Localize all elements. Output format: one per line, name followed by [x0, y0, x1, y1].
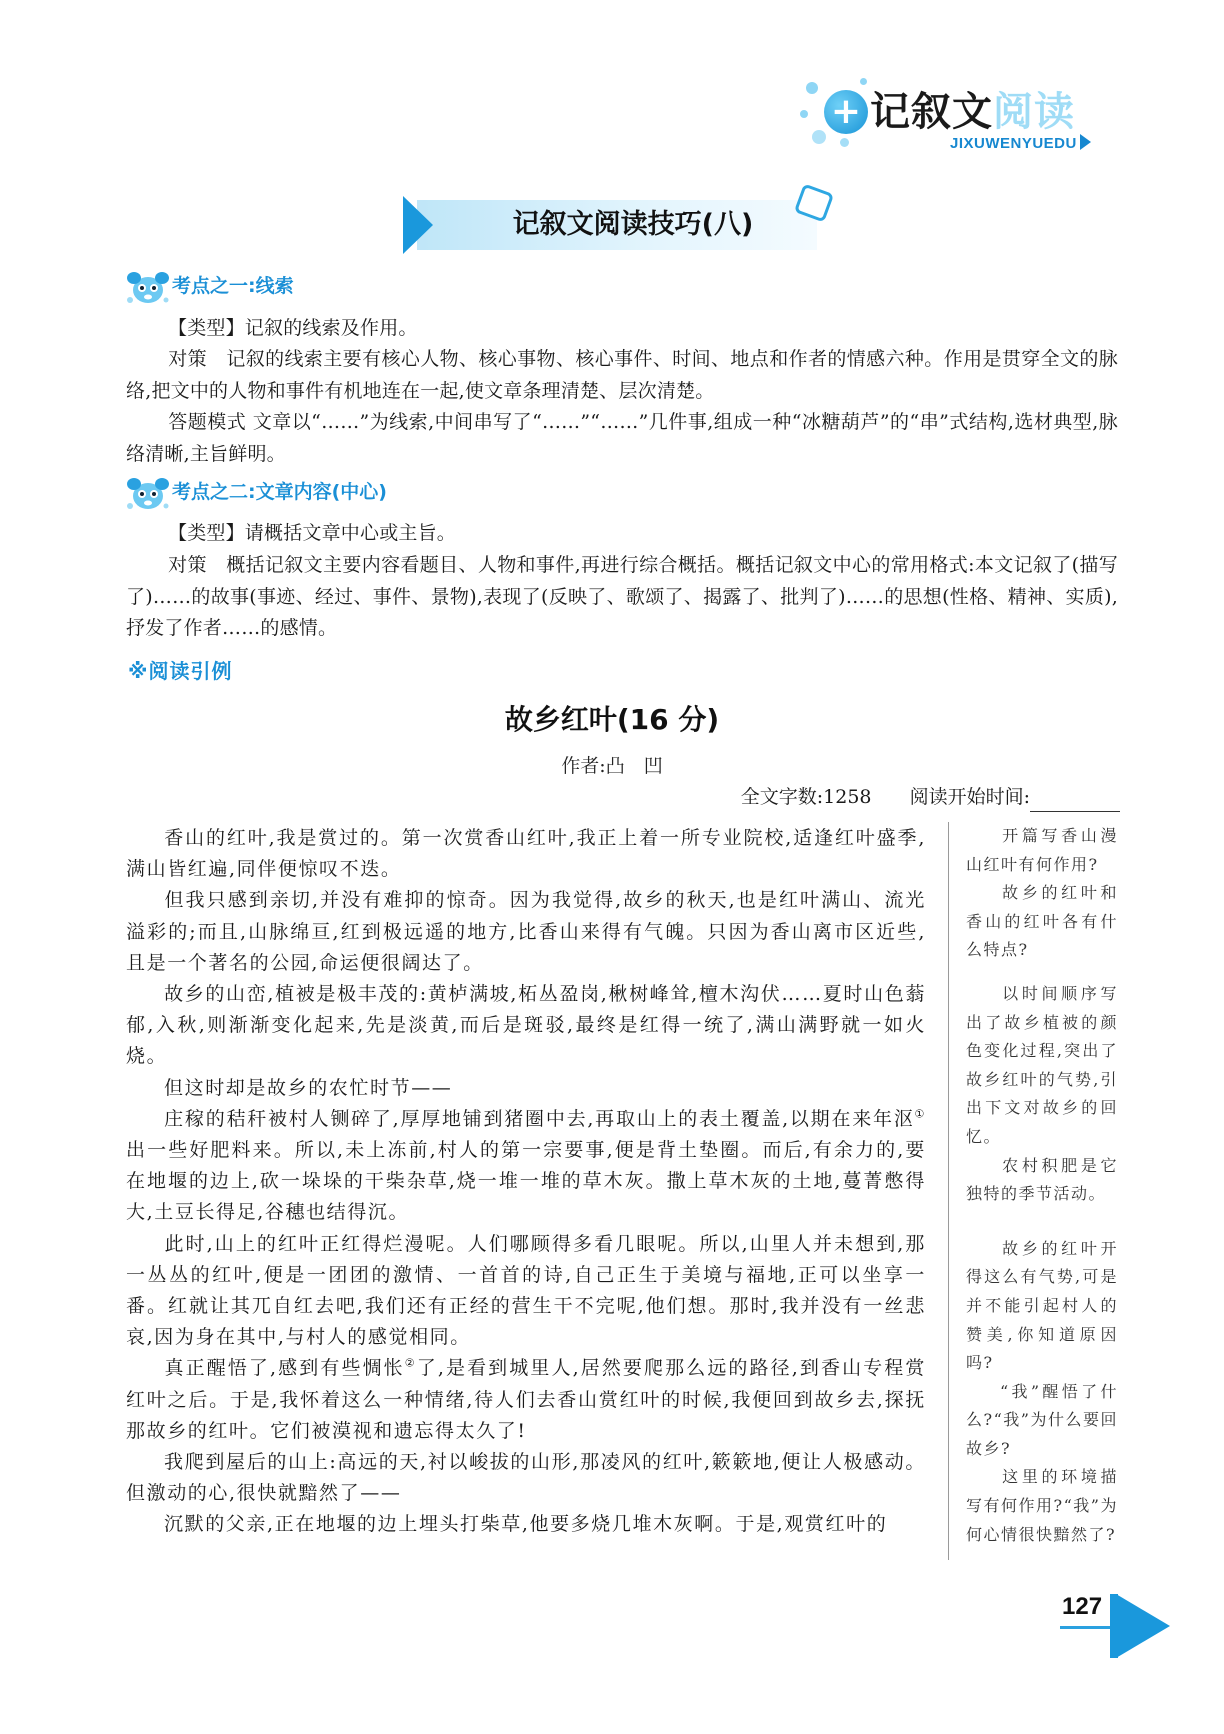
paragraph-text: 真正醒悟了,感到有些惆怅	[164, 1357, 405, 1380]
sidebar-note	[966, 1152, 1118, 1209]
note-text: 开篇写香山漫山红叶有何作用?	[966, 826, 1118, 874]
sidebar-note	[966, 822, 1118, 879]
topic-1-strategy	[126, 344, 1118, 407]
footnote-mark: ①	[914, 1107, 926, 1121]
article-paragraph	[126, 1229, 926, 1354]
plus-icon: +	[824, 90, 868, 134]
article-paragraph	[126, 1353, 926, 1447]
header-title	[870, 84, 1075, 140]
topic-1-type-text: 【类型】记叙的线索及作用。	[168, 317, 418, 339]
header-logo	[800, 80, 1150, 160]
note-text: 这里的环境描写有何作用?“我”为何心情很快黯然了?	[966, 1467, 1118, 1544]
paragraph-text: 出一些好肥料来。所以,未上冻前,村人的第一宗要事,便是背土垫圈。而后,有余力的,要在地堰的边上,砍一垛垛的干柴杂草,烧一堆一堆的草木灰。撒上草木灰的土地,蔓菁憋得大,土豆长得足,谷穗也结得沉。	[126, 1139, 926, 1224]
paragraph-text: 庄稼的秸秆被村人铡碎了,厚厚地铺到猪圈中去,再取山上的表土覆盖,以期在来年沤	[164, 1107, 915, 1130]
topic-2-type	[126, 518, 1118, 550]
sidebar-note	[966, 1378, 1118, 1464]
mascot-icon	[126, 472, 170, 512]
article-paragraph	[126, 979, 926, 1073]
note-text: 故乡的红叶和香山的红叶各有什么特点?	[966, 883, 1118, 960]
article-paragraph	[126, 885, 926, 979]
reading-example-heading: ※阅读引例	[128, 659, 233, 683]
paragraph-text: 沉默的父亲,正在地堰的边上埋头打柴草,他要多烧几堆木灰啊。于是,观赏红叶的	[164, 1513, 888, 1536]
topic-label: 考点之二:文章内容(中心)	[172, 481, 387, 503]
topic-label: 考点之一:线索	[172, 275, 294, 297]
article-author: 作者:凸 凹	[561, 755, 663, 777]
header-subtitle-text: JIXUWENYUEDU	[950, 135, 1077, 152]
note-text: 故乡的红叶开得这么有气势,可是并不能引起村人的赞美,你知道原因吗?	[966, 1238, 1118, 1373]
next-arrow-icon	[1116, 1594, 1170, 1658]
article-paragraph	[126, 1104, 926, 1229]
sidebar-note	[966, 980, 1118, 1152]
note-text: “我”醒悟了什么?“我”为什么要回故乡?	[966, 1381, 1118, 1458]
reading-time-label: 阅读开始时间:	[909, 786, 1030, 808]
paragraph-text: 但我只感到亲切,并没有难抑的惊奇。因为我觉得,故乡的秋天,也是红叶满山、流光溢彩的;而且,山脉绵亘,红到极远遥的地方,比香山来得有气魄。只因为香山离市区近些,且是一个著名的公园,命运便很阔达了。	[126, 889, 926, 974]
page-number-underline	[1060, 1626, 1114, 1629]
page-number: 127	[1062, 1593, 1103, 1620]
topic-2-type-text: 【类型】请概括文章中心或主旨。	[168, 522, 457, 544]
sidebar-note	[966, 1463, 1118, 1549]
word-count: 全文字数:1258	[740, 786, 872, 808]
header-title-light: 阅读	[993, 89, 1075, 135]
topic-2-strategy	[126, 550, 1118, 645]
paragraph-text: 此时,山上的红叶正红得烂漫呢。人们哪顾得多看几眼呢。所以,山里人并未想到,那一丛丛的红叶,便是一团团的激情、一首首的诗,自己正生于美境与福地,正可以坐享一番。红就让其兀自红去吧,我们还有正经的营生干不完呢,他们想。那时,我并没有一丝悲哀,因为身在其中,与村人的感觉相同。	[126, 1232, 926, 1349]
article-paragraph	[126, 1509, 926, 1540]
topic-1-type	[126, 313, 1118, 345]
article-paragraph	[126, 823, 926, 885]
topic-1-template	[126, 407, 1118, 470]
reading-time-blank[interactable]	[1030, 789, 1120, 812]
banner-arrow-icon	[403, 196, 433, 254]
topic-1-strategy-text: 对策 记叙的线索主要有核心人物、核心事物、核心事件、时间、地点和作者的情感六种。作用是贯穿全文的脉络,把文中的人物和事件有机地连在一起,使文章条理清楚、层次清楚。	[126, 348, 1118, 402]
play-triangle-icon	[1080, 134, 1091, 150]
paragraph-text: 故乡的山峦,植被是极丰茂的:黄栌满坡,柘丛盈岗,楸树峰耸,檀木沟伏……夏时山色蓊郁,入秋,则渐渐变化起来,先是淡黄,而后是斑驳,最终是红得一统了,满山满野就一如火烧。	[126, 983, 926, 1068]
sidebar-note	[966, 879, 1118, 965]
column-divider	[948, 822, 949, 1560]
header-subtitle	[950, 134, 1091, 154]
topic-1-template-text: 答题模式 文章以“……”为线索,中间串写了“……”“……”几件事,组成一种“冰糖葫芦”的“串”式结构,选材典型,脉络清晰,主旨鲜明。	[126, 411, 1118, 465]
article-paragraph	[126, 1447, 926, 1509]
article-body	[126, 823, 926, 1541]
header-title-dark: 记叙文	[870, 89, 993, 135]
paragraph-text: 但这时却是故乡的农忙时节——	[164, 1076, 453, 1099]
sidebar-notes	[966, 822, 1118, 1549]
paragraph-text: 了,是看到城里人,居然要爬那么远的路径,到香山专程赏红叶之后。于是,我怀着这么一种情绪,待人们去香山赏红叶的时候,我便回到故乡去,探抚那故乡的红叶。它们被漠视和遗忘得太久了!	[126, 1357, 926, 1442]
topic-2-strategy-text: 对策 概括记叙文主要内容看题目、人物和事件,再进行综合概括。概括记叙文中心的常用格式:本文记叙了(描写了)……的故事(事迹、经过、事件、景物),表现了(反映了、歌颂了、揭露了、批判了)……的思想(性格、精神、实质),抒发了作者……的感情。	[126, 554, 1118, 639]
section-banner	[403, 196, 833, 254]
mascot-icon	[126, 266, 170, 306]
paragraph-text: 我爬到屋后的山上:高远的天,衬以峻拔的山形,那凌风的红叶,簌簌地,便让人极感动。但激动的心,很快就黯然了——	[126, 1451, 926, 1505]
sidebar-note	[966, 1235, 1118, 1378]
article-title: 故乡红叶(16 分)	[504, 703, 720, 736]
note-text: 农村积肥是它独特的季节活动。	[966, 1155, 1118, 1204]
paragraph-text: 香山的红叶,我是赏过的。第一次赏香山红叶,我正上着一所专业院校,适逢红叶盛季,满山皆红遍,同伴便惊叹不迭。	[126, 827, 926, 881]
article-paragraph	[126, 1073, 926, 1104]
note-text: 以时间顺序写出了故乡植被的颜色变化过程,突出了故乡红叶的气势,引出下文对故乡的回忆。	[966, 983, 1118, 1146]
article-meta	[741, 782, 1120, 812]
section-title: 记叙文阅读技巧(八)	[512, 209, 754, 240]
footnote-mark: ②	[404, 1357, 417, 1371]
